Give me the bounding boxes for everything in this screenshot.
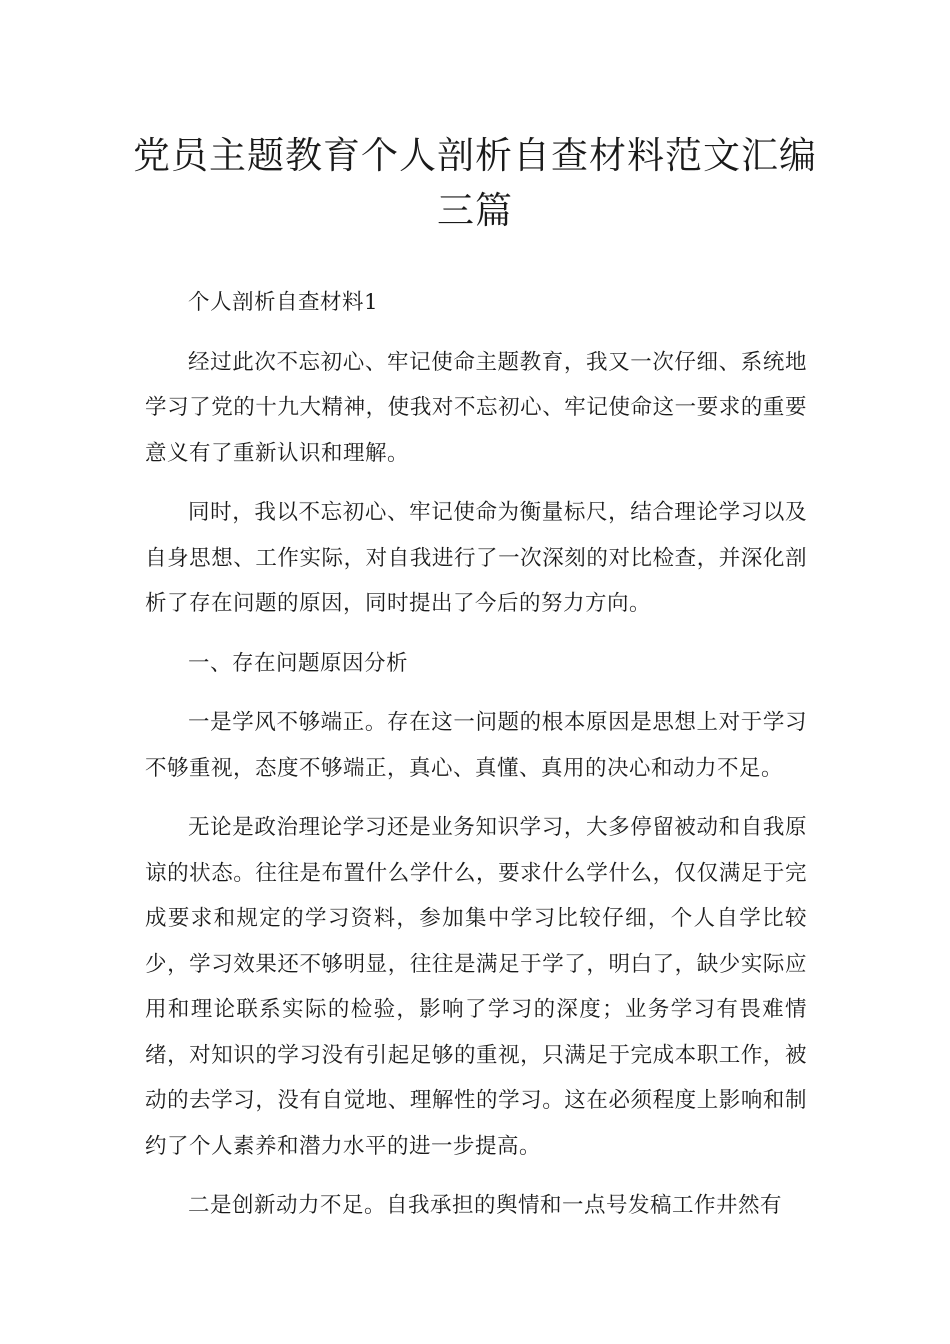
- document-body: [145, 280, 807, 1229]
- section-label: 个人剖析自查材料1: [188, 290, 379, 315]
- paragraph-study-style: 一是学风不够端正。存在这一问题的根本原因是思想上对于学习不够重视，态度不够端正，真心、真懂、真用的决心和动力不足。: [145, 710, 807, 781]
- paragraph-intro: 经过此次不忘初心、牢记使命主题教育，我又一次仔细、系统地学习了党的十九大精神，使我对不忘初心、牢记使命这一要求的重要意义有了重新认识和理解。: [145, 349, 807, 466]
- section-heading: 一、存在问题原因分析: [188, 650, 409, 676]
- paragraph-comparison: 同时，我以不忘初心、牢记使命为衡量标尺，结合理论学习以及自身思想、工作实际，对自我进行了一次深刻的对比检查，并深化剖析了存在问题的原因，同时提出了今后的努力方向。: [145, 500, 807, 616]
- paragraph-study-detail: 无论是政治理论学习还是业务知识学习，大多停留被动和自我原谅的状态。往往是布置什么学什么，要求什么学什么，仅仅满足于完成要求和规定的学习资料，参加集中学习比较仔细，个人自学比较少，学习效果还不够明显，往往是满足于学了，明白了，缺少实际应用和理论联系实际的检验，影响了学习的深度；业务学习有畏难情绪，对知识的学习没有引起足够的重视，只满足于完成本职工作，被动的去学习，没有自觉地、理解性的学习。这在必须程度上影响和制约了个人素养和潜力水平的进一步提高。: [145, 815, 807, 1159]
- paragraph-innovation: 二是创新动力不足。自我承担的舆情和一点号发稿工作井然有: [188, 1193, 783, 1218]
- document-title: 党员主题教育个人剖析自查材料范文汇编三篇: [133, 134, 817, 232]
